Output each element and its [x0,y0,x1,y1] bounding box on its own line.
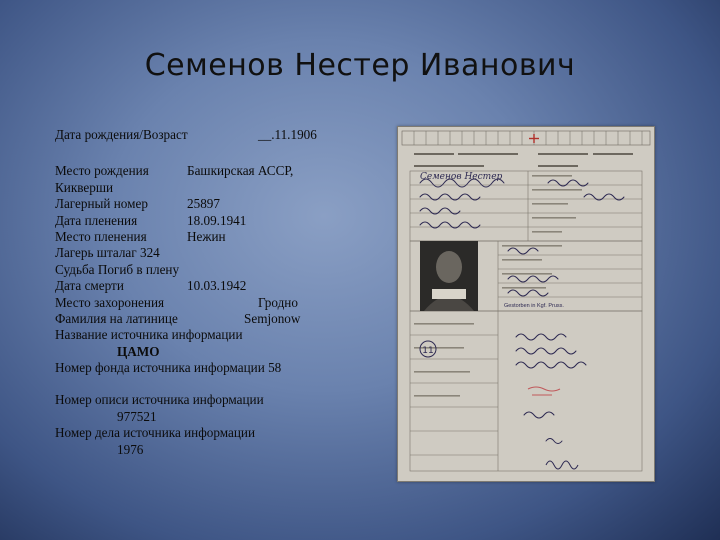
birthplace-value: Башкирская АССР, [187,163,294,179]
printed-header-lines [414,153,633,167]
camp-row [55,245,375,261]
delo-row [55,425,375,441]
birthplace-label: Место рождения [55,163,149,179]
fond-row [55,360,375,376]
burial-label: Место захоронения [55,294,165,310]
red-ink-marks [528,387,560,395]
circled-number-text: 11 [422,346,434,356]
camp-line: Лагерь шталаг 324 [55,245,160,261]
birthplace-row [55,163,375,179]
photo-number-plate [432,289,466,299]
number-strip [402,131,650,145]
latin-value: Semjonow [244,310,301,326]
photo-face [436,251,462,283]
birthplace-cont: Кикверши [55,179,114,195]
source-row [55,327,375,343]
birth-row [55,127,375,143]
delo-label: Номер дела источника информации [55,425,256,441]
burial-row [55,295,375,311]
camp-number-row [55,196,375,212]
capture-place-label: Место пленения [55,228,147,244]
opis-value-row [55,409,375,425]
fond-line: Номер фонда источника информации 58 [55,360,282,376]
birth-value: __.11.1906 [258,127,317,142]
stamp-text: Gestorben in Kgf. Pruss. [504,303,564,309]
card-handwriting-name: Семенов Нестер [420,172,503,182]
red-cross-mark [529,134,539,143]
source-value-row [55,344,375,360]
capture-place-row [55,229,375,245]
card-drawing [398,127,654,481]
capture-date-row [55,213,375,229]
source-label: Название источника информации [55,327,243,343]
camp-number-label: Лагерный номер [55,196,148,212]
capture-date-value: 18.09.1941 [187,212,247,228]
capture-date-label: Дата пленения [55,212,138,228]
delo-value-row [55,442,375,458]
signature [546,461,578,469]
burial-value: Гродно [258,294,298,310]
death-label: Дата смерти [55,278,124,294]
latin-label: Фамилия на латинице [55,310,178,326]
latin-row [55,311,375,327]
opis-row [55,392,375,408]
birth-label: Дата рождения/Возраст [55,127,188,142]
pow-record-card-image [397,126,655,482]
death-value: 10.03.1942 [187,278,247,294]
fate-line: Судьба Погиб в плену [55,261,180,277]
number-strip-cells [414,131,642,145]
birthplace-cont-row [55,180,375,196]
form-grid [410,171,642,471]
opis-value: 977521 [117,408,157,424]
camp-number-value: 25897 [187,196,220,212]
death-row [55,278,375,294]
capture-place-value: Нежин [187,228,226,244]
opis-label: Номер описи источника информации [55,392,264,408]
fate-row [55,262,375,278]
delo-value: 1976 [117,441,144,457]
slide-title: Семенов Нестер Иванович [144,48,576,83]
source-value: ЦАМО [117,343,160,359]
person-info [55,127,375,458]
